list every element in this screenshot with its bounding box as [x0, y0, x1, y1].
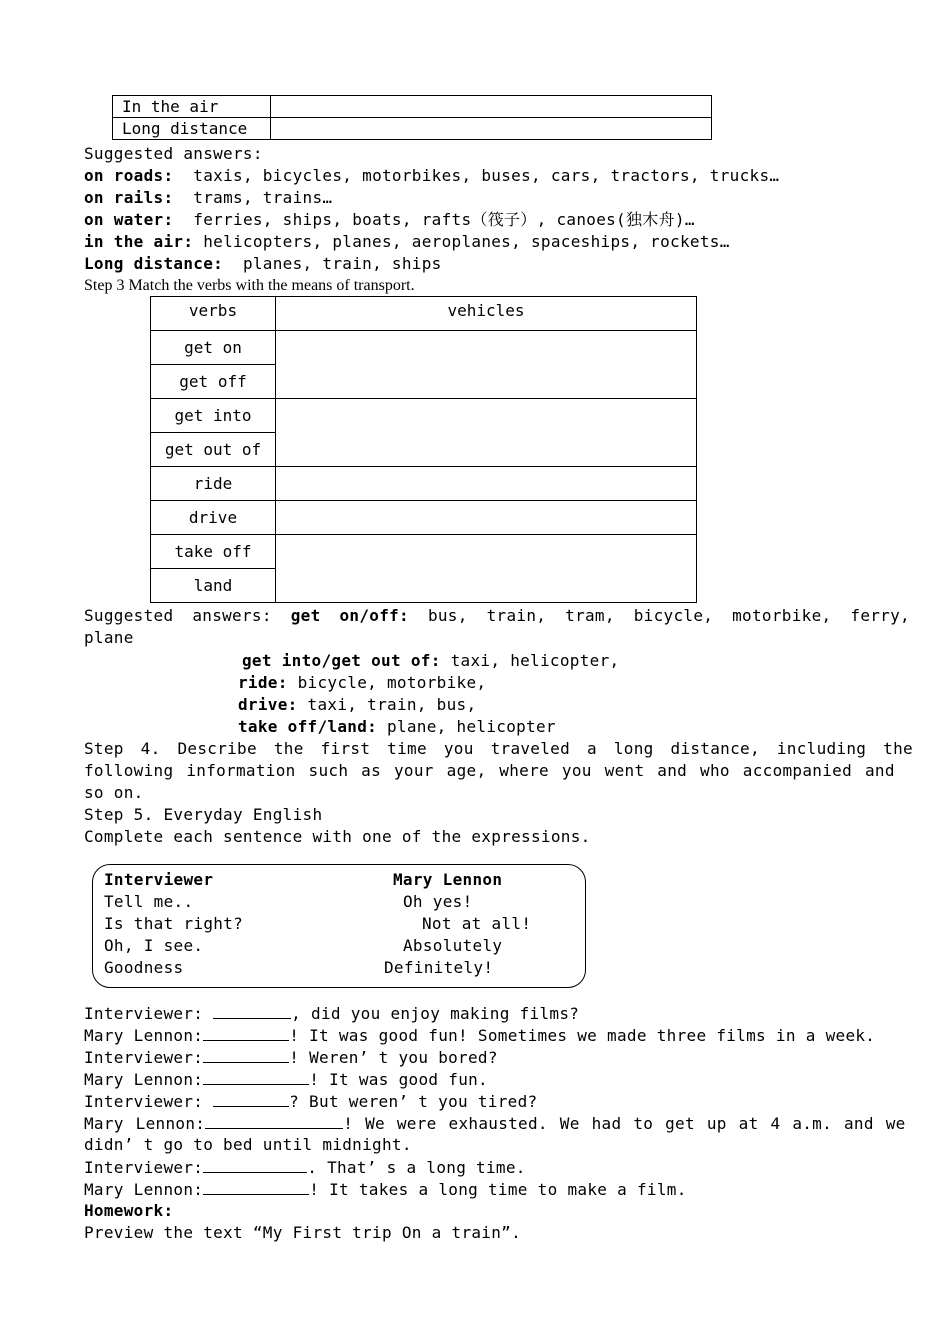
transport-table-top	[112, 95, 712, 140]
answer-blank[interactable]	[203, 1156, 307, 1173]
vehicles-cell	[276, 331, 697, 399]
answer-line-roads: on roads: taxis, bicycles, motorbikes, buses, cars, tractors, trucks…	[84, 166, 780, 185]
dialogue-line: didn’ t go to bed until midnight.	[84, 1135, 412, 1154]
step5-instruction: Complete each sentence with one of the expressions.	[84, 827, 591, 846]
answer-line-ride: ride: bicycle, motorbike,	[238, 673, 487, 692]
answer-line-get-into: get into/get out of: taxi, helicopter,	[242, 651, 620, 670]
step4-line2: following information such as your age, where you went and who accompanied and	[84, 761, 895, 780]
table-row	[151, 501, 697, 535]
answer-blank[interactable]	[213, 1002, 291, 1019]
suggested-answers-heading: Suggested answers:	[84, 144, 263, 163]
expression-item: Definitely!	[384, 958, 494, 977]
answer-blank[interactable]	[213, 1090, 289, 1107]
table-cell-label: In the air	[113, 96, 271, 118]
expression-item: Oh yes!	[403, 892, 473, 911]
expression-item: Tell me..	[104, 892, 194, 911]
suggested-answers-2-line2: plane	[84, 628, 134, 647]
verb-cell: land	[151, 569, 276, 603]
answer-line-rails: on rails: trams, trains…	[84, 188, 333, 207]
expression-item: Absolutely	[403, 936, 503, 955]
vehicles-cell	[276, 399, 697, 467]
table-header-row	[151, 297, 697, 331]
answer-line-water: on water: ferries, ships, boats, rafts（筏子）, canoes(独木舟)…	[84, 210, 695, 229]
answer-line-long-distance: Long distance: planes, train, ships	[84, 254, 442, 273]
header-verbs: verbs	[151, 297, 276, 331]
answer-blank[interactable]	[203, 1068, 309, 1085]
verb-cell: get on	[151, 331, 276, 365]
vehicles-cell	[276, 467, 697, 501]
expressions-right-header: Mary Lennon	[393, 870, 503, 889]
table-cell-answer	[271, 118, 712, 140]
verb-cell: take off	[151, 535, 276, 569]
step3-title: Step 3 Match the verbs with the means of transport.	[84, 277, 415, 294]
table-row	[151, 399, 697, 433]
answer-blank[interactable]	[203, 1046, 289, 1063]
answer-line-drive: drive: taxi, train, bus,	[238, 695, 477, 714]
suggested-answers-2-line1: Suggested answers: get on/off: bus, train, tram, bicycle, motorbike, ferry,	[84, 606, 910, 625]
table-row	[151, 535, 697, 569]
answer-blank[interactable]	[203, 1178, 309, 1195]
dialogue-line: Interviewer: ! Weren’ t you bored?	[84, 1048, 498, 1067]
dialogue-line: Interviewer: . That’ s a long time.	[84, 1158, 526, 1177]
dialogue-line: Mary Lennon: ! It was good fun.	[84, 1070, 488, 1089]
verbs-vehicles-table	[150, 296, 697, 603]
vehicles-cell	[276, 501, 697, 535]
verb-cell: drive	[151, 501, 276, 535]
table-row	[113, 118, 712, 140]
table-row	[113, 96, 712, 118]
dialogue-line: Mary Lennon: ! It was good fun! Sometimes we made three films in a week.	[84, 1026, 876, 1045]
answer-line-air: in the air: helicopters, planes, aeroplanes, spaceships, rockets…	[84, 232, 730, 251]
expression-item: Oh, I see.	[104, 936, 204, 955]
dialogue-line: Interviewer: , did you enjoy making films?	[84, 1004, 580, 1023]
verb-cell: get off	[151, 365, 276, 399]
dialogue-line: Mary Lennon: ! It takes a long time to make a film.	[84, 1180, 687, 1199]
expression-item: Is that right?	[104, 914, 244, 933]
header-vehicles: vehicles	[276, 297, 697, 331]
dialogue-line: Mary Lennon: ! We were exhausted. We had to get up at 4 a.m. and we	[84, 1114, 906, 1133]
vehicles-cell	[276, 535, 697, 603]
step4-line3: so on.	[84, 783, 144, 802]
expression-item: Not at all!	[422, 914, 532, 933]
homework-title: Homework:	[84, 1201, 174, 1220]
verb-cell: ride	[151, 467, 276, 501]
expressions-left-header: Interviewer	[104, 870, 214, 889]
table-cell-answer	[271, 96, 712, 118]
dialogue-line: Interviewer: ? But weren’ t you tired?	[84, 1092, 538, 1111]
table-cell-label: Long distance	[113, 118, 271, 140]
answer-blank[interactable]	[205, 1112, 343, 1129]
answer-blank[interactable]	[203, 1024, 289, 1041]
step4-line1: Step 4. Describe the first time you traveled a long distance, including the	[84, 739, 913, 758]
verb-cell: get out of	[151, 433, 276, 467]
answer-line-take-off: take off/land: plane, helicopter	[238, 717, 556, 736]
table-row	[151, 331, 697, 365]
homework-text: Preview the text “My First trip On a train”.	[84, 1223, 522, 1242]
expression-item: Goodness	[104, 958, 184, 977]
verb-cell: get into	[151, 399, 276, 433]
step5-title: Step 5. Everyday English	[84, 805, 323, 824]
table-row	[151, 467, 697, 501]
